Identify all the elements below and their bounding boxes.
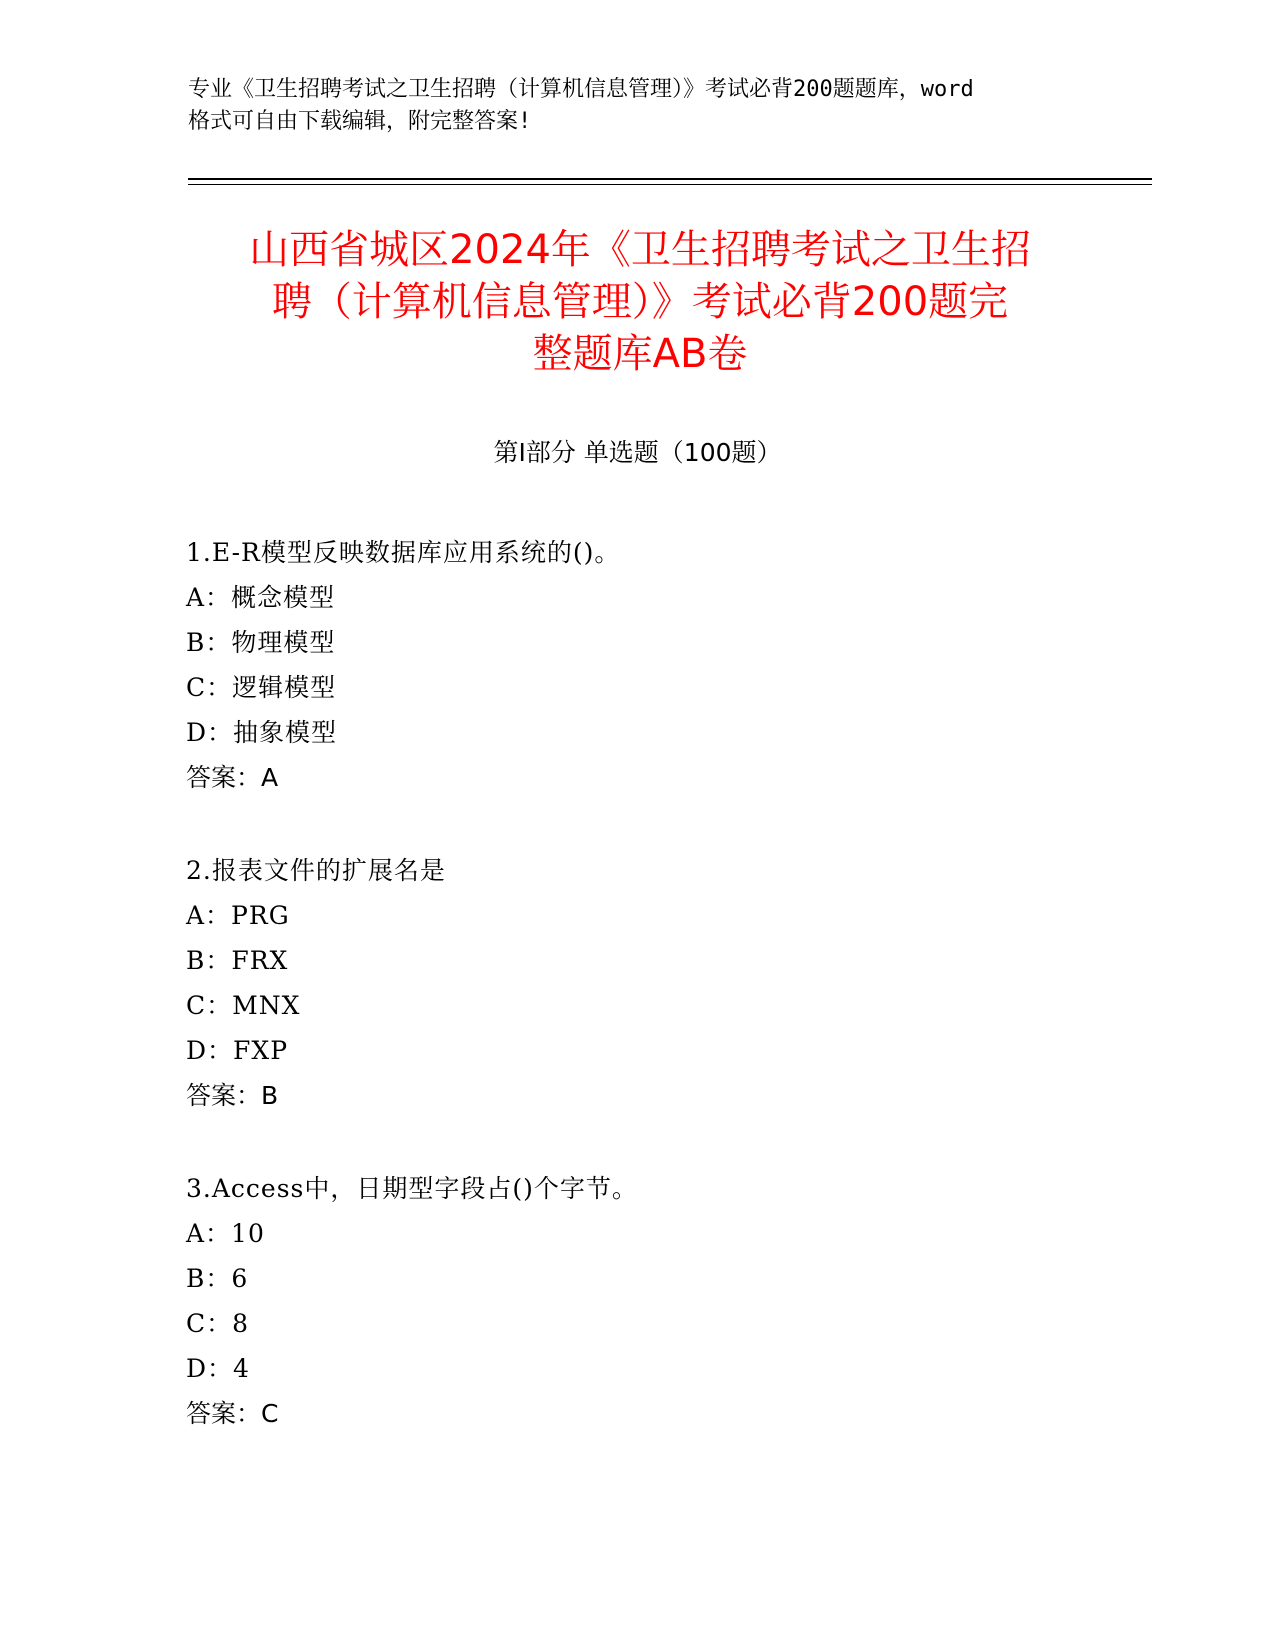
option-a: A：PRG — [186, 901, 290, 930]
title-line-1: 山西省城区2024年《卫生招聘考试之卫生招 — [249, 227, 1031, 273]
question-stem: 1.E-R模型反映数据库应用系统的()。 — [186, 538, 621, 567]
question-3 — [186, 1166, 1186, 1436]
question-stem: 2.报表文件的扩展名是 — [186, 856, 446, 885]
title-line-3: 整题库AB卷 — [532, 331, 748, 377]
option-c: C：8 — [186, 1309, 250, 1338]
question-1 — [186, 530, 1186, 800]
option-d: D：抽象模型 — [186, 718, 338, 747]
header-note-line-1: 专业《卫生招聘考试之卫生招聘（计算机信息管理）》考试必背200题题库，word — [188, 77, 974, 102]
option-b: B：6 — [186, 1264, 249, 1293]
option-b: B：物理模型 — [186, 628, 336, 657]
question-stem: 3.Access中，日期型字段占()个字节。 — [186, 1174, 638, 1203]
answer: 答案：A — [186, 763, 279, 792]
answer: 答案：C — [186, 1399, 279, 1428]
option-d: D：FXP — [186, 1036, 289, 1065]
option-d: D：4 — [186, 1354, 250, 1383]
answer: 答案：B — [186, 1081, 279, 1110]
question-2 — [186, 848, 1186, 1118]
option-a: A：10 — [186, 1219, 265, 1248]
header-divider-thin — [188, 184, 1152, 185]
option-c: C：MNX — [186, 991, 301, 1020]
option-b: B：FRX — [186, 946, 289, 975]
header-divider-thick — [188, 178, 1152, 180]
option-a: A：概念模型 — [186, 583, 336, 612]
document-title — [150, 224, 1130, 380]
section-heading: 第Ⅰ部分 单选题（100题） — [493, 438, 782, 467]
option-c: C：逻辑模型 — [186, 673, 337, 702]
header-note — [188, 74, 1088, 138]
title-line-2: 聘（计算机信息管理）》考试必背200题完 — [271, 279, 1009, 325]
header-note-line-2: 格式可自由下载编辑，附完整答案! — [188, 109, 532, 134]
